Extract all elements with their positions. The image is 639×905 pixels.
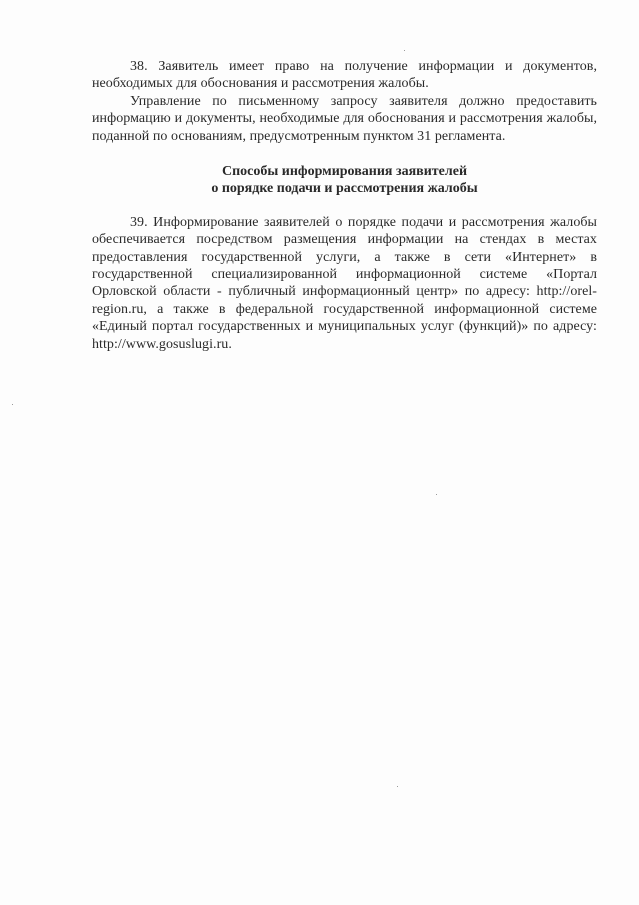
section-heading-line-2: о порядке подачи и рассмотрения жалобы	[211, 181, 478, 197]
paragraph-38-continuation: Управление по письменному запросу заявителя должно предоставить информацию и документы, необходимые для обоснования и рассмотрения жалобы, поданной по основаниям, предусмотренным пунктом 31 регламента.	[92, 93, 597, 144]
paragraph-38: 38. Заявитель имеет право на получение информации и документов, необходимых для обоснования и рассмотрения жалобы.	[92, 59, 597, 92]
scan-speck	[397, 786, 398, 787]
scan-speck	[404, 50, 405, 51]
section-heading	[92, 163, 597, 198]
scan-speck	[436, 494, 437, 495]
document-body	[92, 58, 597, 353]
scan-speck	[12, 404, 13, 405]
section-heading-line-1: Способы информирования заявителей	[221, 164, 468, 180]
paragraph-39: 39. Информирование заявителей о порядке подачи и рассмотрения жалобы обеспечивается посредством размещения информации на стендах в местах предоставления государственной услуги, а также в сети «Интернет» в государственной специализированной информационной системе «Портал Орловской области - публичный информационный центр» по адресу: http://orel-region.ru, а также в федеральной государственной информационной системе «Единый портал государственных и муниципальных услуг (функций)» по адресу: http://www.gosuslugi.ru.	[92, 214, 597, 352]
